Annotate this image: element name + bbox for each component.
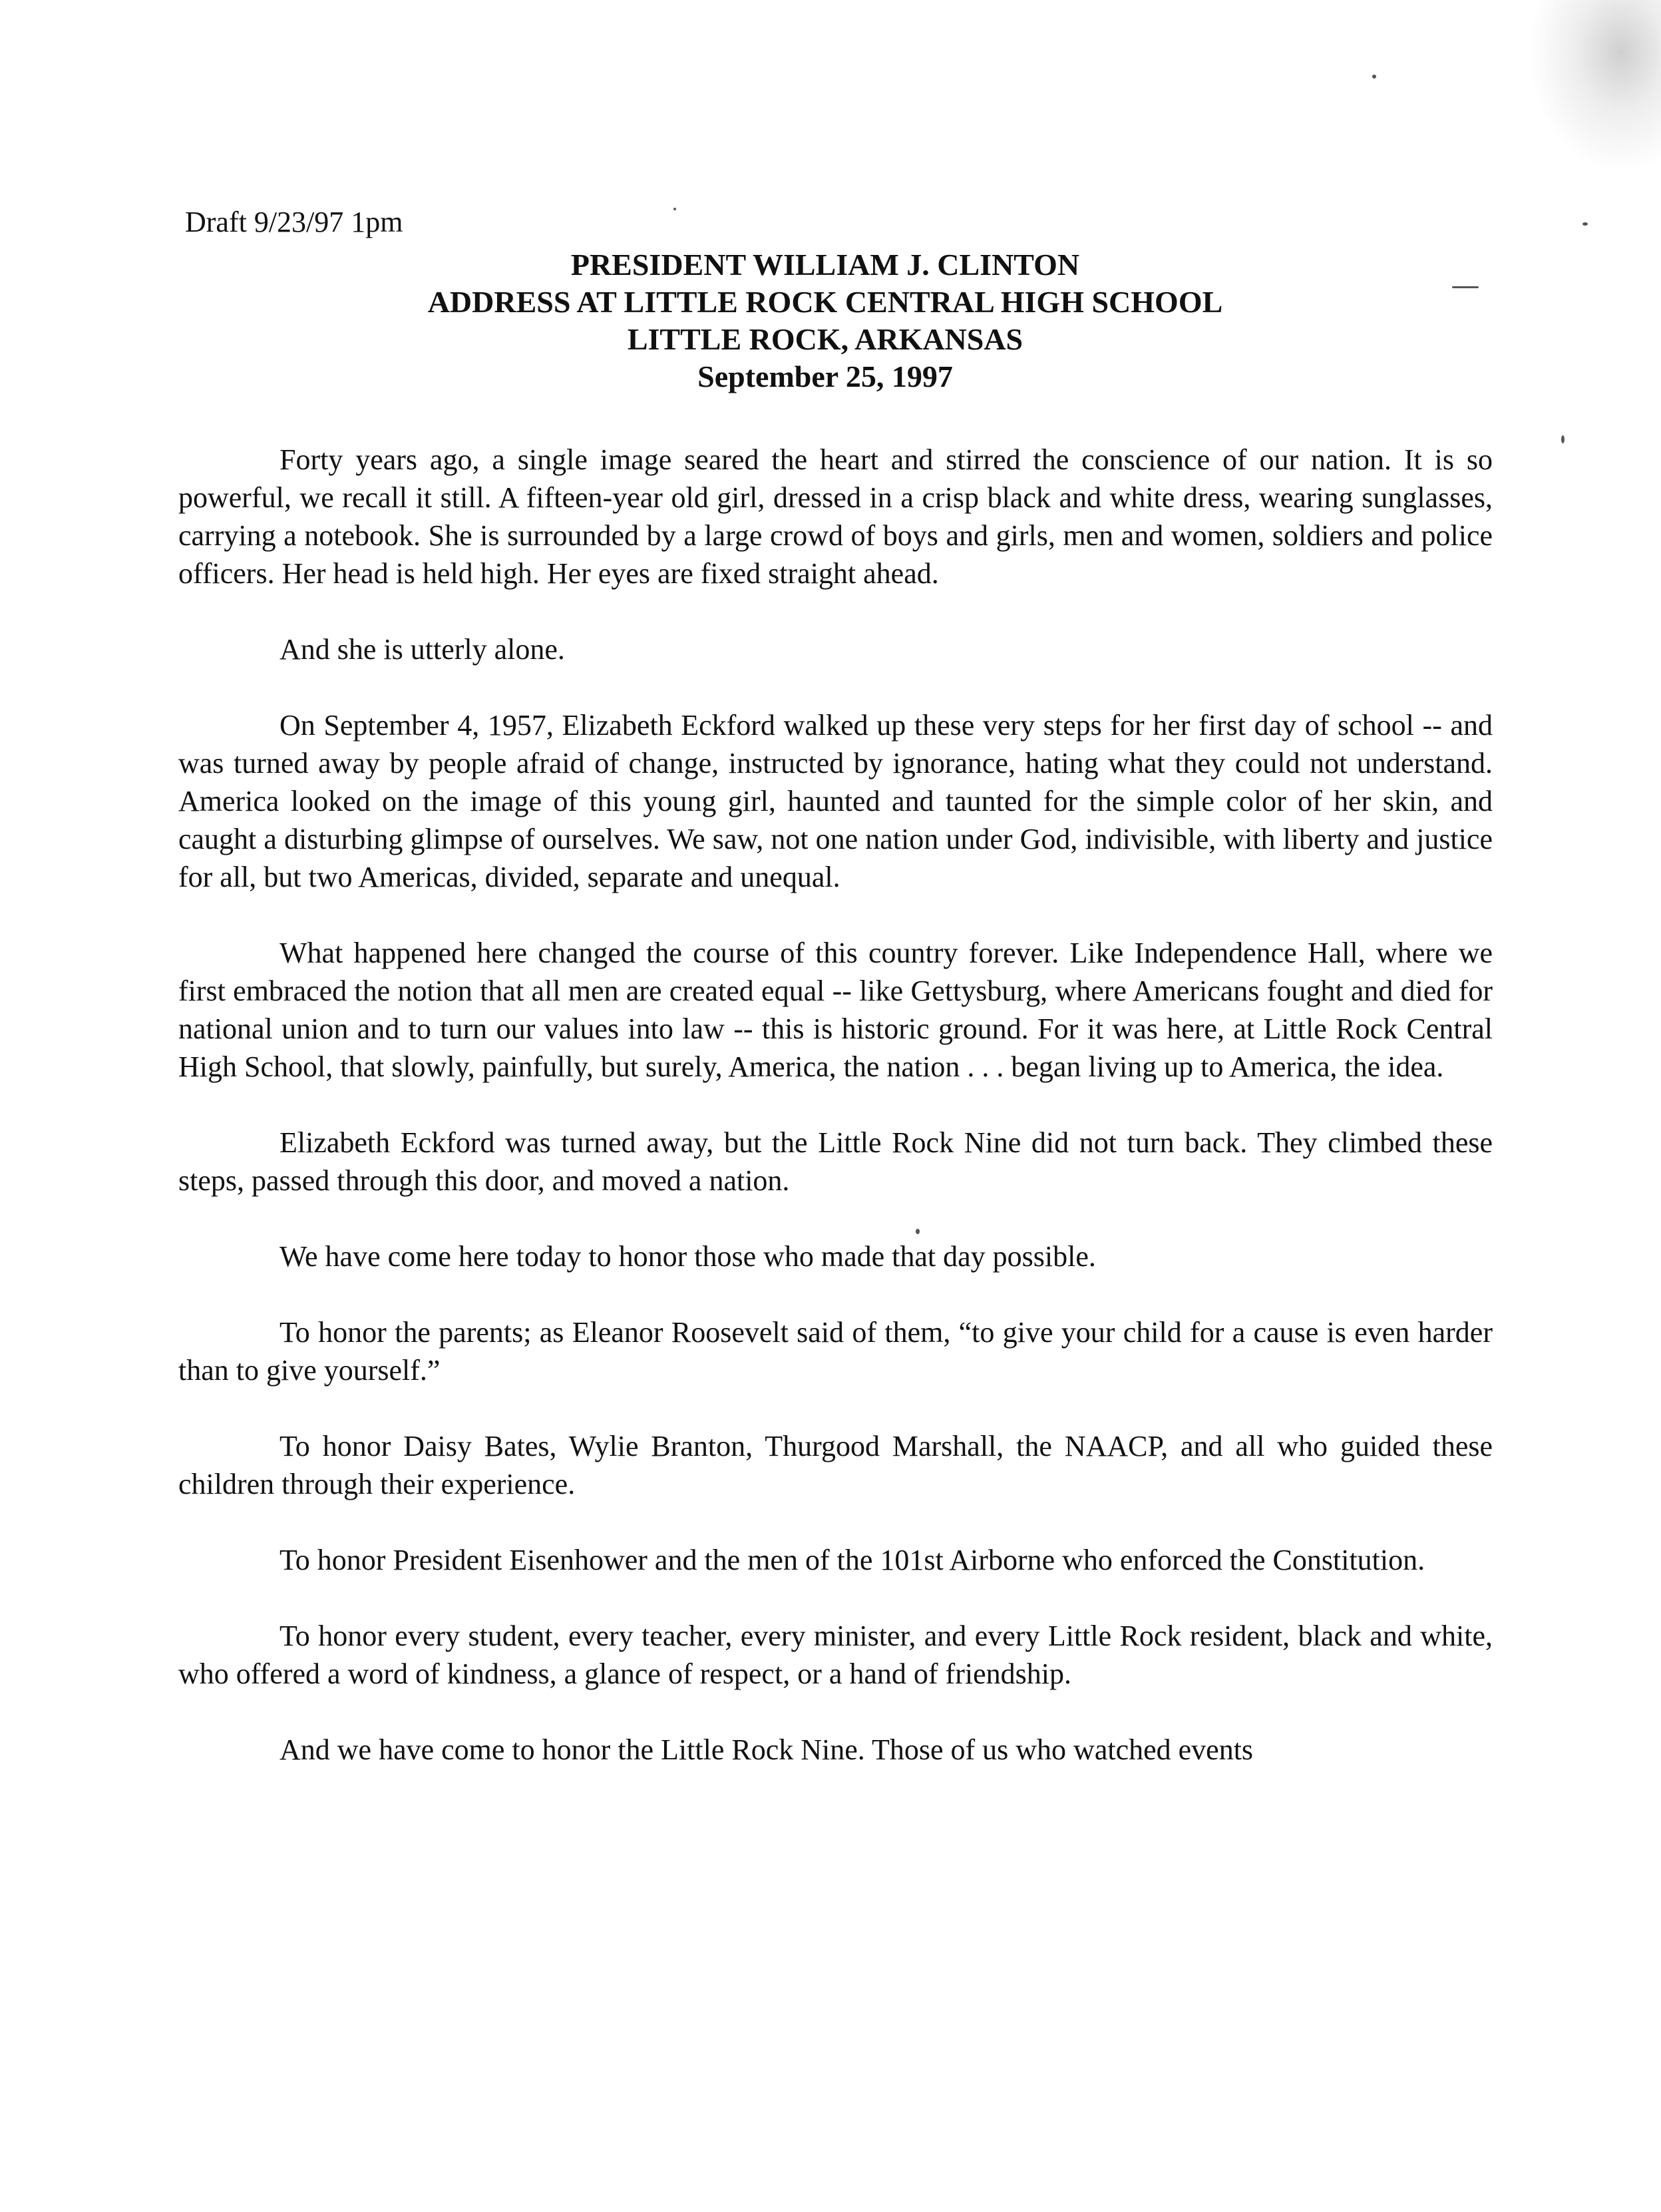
scan-speck — [1452, 286, 1479, 288]
paragraph: On September 4, 1957, Elizabeth Eckford walked up these very steps for her first day of school -- and was turned away by people afraid of change, instructed by ignorance, hating what they could not understand. America looked on the image of this young girl, haunted and taunted for the simple color of her skin, and caught a disturbing glimpse of ourselves. We saw, not one nation under God, indivisible, with liberty and justice for all, but two Americas, divided, separate and unequal. — [178, 709, 1493, 893]
paragraph: Forty years ago, a single image seared the heart and stirred the conscience of our nation. It is so powerful, we recall it still. A fifteen-year old girl, dressed in a crisp black and white dress, wearing sunglasses, carrying a notebook. She is surrounded by a large crowd of boys and girls, men and women, soldiers and police officers. Her head is held high. Her eyes are fixed straight ahead. — [178, 443, 1493, 590]
scan-speck — [1582, 222, 1588, 226]
document-title — [333, 246, 1318, 395]
paragraph: Elizabeth Eckford was turned away, but the Little Rock Nine did not turn back. They climbed these steps, passed through this door, and moved a nation. — [178, 1126, 1493, 1197]
draft-note: Draft 9/23/97 1pm — [185, 206, 403, 238]
title-line-speaker: PRESIDENT WILLIAM J. CLINTON — [570, 248, 1080, 282]
paragraph: And she is utterly alone. — [279, 633, 565, 666]
title-line-date: September 25, 1997 — [697, 359, 953, 393]
paragraph: To honor every student, every teacher, every minister, and every Little Rock resident, black and white, who offered a word of kindness, a glance of respect, or a hand of friendship. — [178, 1620, 1493, 1690]
scan-artifact — [1528, 0, 1661, 173]
title-line-location: LITTLE ROCK, ARKANSAS — [627, 322, 1023, 356]
scan-speck — [1561, 435, 1565, 443]
paragraph: To honor the parents; as Eleanor Roosevelt said of them, “to give your child for a cause is even harder than to give yourself.” — [178, 1316, 1493, 1387]
paragraph: We have come here today to honor those who made that day possible. — [279, 1240, 1096, 1273]
paragraph: To honor President Eisenhower and the men of the 101st Airborne who enforced the Constitution. — [279, 1544, 1425, 1576]
speech-body — [178, 441, 1493, 1769]
paragraph: And we have come to honor the Little Rock Nine. Those of us who watched events — [279, 1733, 1254, 1766]
title-line-event: ADDRESS AT LITTLE ROCK CENTRAL HIGH SCHOOL — [427, 285, 1223, 319]
scan-speck — [1372, 75, 1376, 79]
scan-speck — [673, 208, 676, 210]
paragraph: What happened here changed the course of this country forever. Like Independence Hall, where we first embraced the notion that all men are created equal -- like Gettysburg, where Americans fought and died for national union and to turn our values into law -- this is historic ground. For it was here, at Little Rock Central High School, that slowly, painfully, but surely, America, the nation . . . began living up to America, the idea. — [178, 937, 1493, 1083]
paragraph: To honor Daisy Bates, Wylie Branton, Thurgood Marshall, the NAACP, and all who guided these children through their experience. — [178, 1430, 1493, 1500]
